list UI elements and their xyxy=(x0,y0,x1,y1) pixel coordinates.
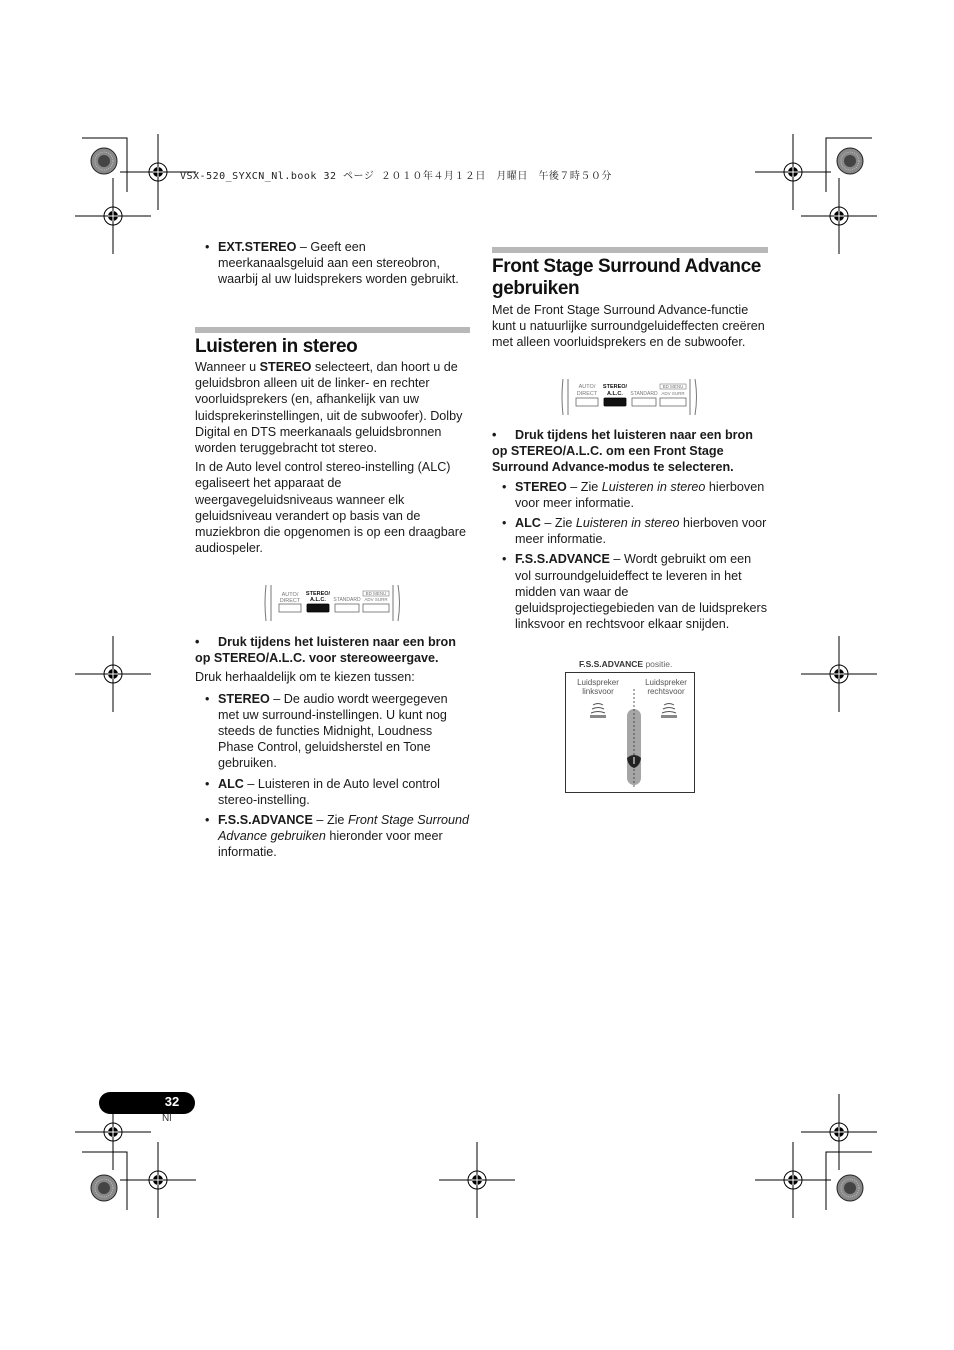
fss-alc-option: • ALC – Zie Luisteren in stereo hierboven voor meer informatie. xyxy=(502,516,767,547)
auto-direct-button xyxy=(279,604,301,612)
fss-option: • F.S.S.ADVANCE – Zie Front Stage Surround Advance gebruiken hieronder voor meer informatie. xyxy=(205,813,470,860)
ext-stereo-item: • EXT.STEREO – Geeft een meerkanaalsgeluid aan een stereobron, waarbij al uw luidsprekers worden gebruikt. xyxy=(205,240,459,287)
panel-stereo-label: STEREO/ xyxy=(602,384,628,390)
step-stereo: • Druk tijdens het luisteren naar een bron op STEREO/A.L.C. voor stereoweergave. xyxy=(195,635,456,666)
panel-auto-label: AUTO/ xyxy=(281,592,299,598)
fss-alc-term: ALC xyxy=(515,516,541,531)
para1-pre: Wanneer u xyxy=(195,360,260,374)
alc-paragraph: In de Auto level control stereo-instelling (ALC) egaliseert het apparaat de weergavegeluidsniveaus wanneer elk geluidsniveau verandert op basis van de muziekbron die opgenomen is op een draagbare audiospeler. xyxy=(195,460,466,556)
heading-front-stage-surround: Front Stage Surround Advance gebruiken xyxy=(492,256,761,299)
right-speaker-label-2: rechtsvoor xyxy=(647,687,685,696)
fss-advance-term: F.S.S.ADVANCE xyxy=(515,552,610,567)
fss-diagram-svg xyxy=(566,673,696,794)
panel-auto-label: AUTO/ xyxy=(578,384,596,390)
fss-position-diagram xyxy=(565,672,695,793)
print-header: VSX-520_SYXCN_Nl.book 32 ページ ２０１０年４月１２日 月曜日 午後７時５０分 xyxy=(180,171,612,182)
section-bar-right xyxy=(492,247,768,253)
fss-alc-pre: – Zie xyxy=(540,516,576,531)
panel-standard-label: STANDARD xyxy=(630,391,658,397)
right-intro xyxy=(492,302,768,354)
para1-term: STEREO xyxy=(259,360,312,374)
front-panel-illustration-left xyxy=(262,583,404,628)
fss-option-pre: – Zie xyxy=(312,813,348,828)
ext-stereo-text: – Geeft een meerkanaalsgeluid aan een stereobron, waarbij al uw luidsprekers worden gebruikt. xyxy=(218,240,459,287)
section-bar-left xyxy=(195,327,470,333)
panel-adv-surr-label: ADV SURR xyxy=(364,597,388,602)
fss-option-term: F.S.S.ADVANCE xyxy=(218,813,313,828)
stereo-option-term: STEREO xyxy=(218,691,270,706)
alc-option-term: ALC xyxy=(218,776,244,791)
fss-stereo-link: Luisteren in stereo xyxy=(601,479,706,494)
stereo-option: • STEREO – De audio wordt weergegeven met uw surround-instellingen. U kunt nog steeds de functies Midnight, Loudness Phase Control, geluidsherstel en Tone gebruiken. xyxy=(205,691,448,771)
fss-advance-text: – Wordt gebruikt om een vol surroundgeluideffect te leveren in het midden van waar de geluidsprojectiegebieden van de luidsprekers linksvoor en rechtsvoor elkaar snijden. xyxy=(515,552,768,632)
front-panel-illustration-right xyxy=(559,377,701,422)
panel-adv-surr-label: ADV SURR xyxy=(661,391,685,396)
right-speaker-label-1: Luidspreker xyxy=(645,678,687,687)
fss-stereo-option: • STEREO – Zie Luisteren in stereo hierboven voor meer informatie. xyxy=(502,479,765,510)
fss-caption-term: F.S.S.ADVANCE xyxy=(579,659,644,669)
panel-direct-label: DIRECT xyxy=(576,391,598,397)
fss-figure-caption xyxy=(579,659,672,669)
left-speaker-label-2: linksvoor xyxy=(582,687,614,696)
panel-bd-menu-label: BD MENU xyxy=(662,384,684,389)
left-body xyxy=(195,359,471,559)
fss-stereo-post: hierboven voor meer informatie. xyxy=(515,479,765,510)
fss-option-post: hieronder voor meer informatie. xyxy=(218,829,443,860)
standard-button xyxy=(335,604,359,612)
panel-standard-label: STANDARD xyxy=(333,597,361,603)
left-steps xyxy=(195,634,471,865)
stereo-alc-button xyxy=(307,604,329,612)
fss-stereo-pre: – Zie xyxy=(566,479,602,494)
right-steps xyxy=(492,427,768,636)
page-number: 32 xyxy=(164,1094,180,1109)
fss-stereo-term: STEREO xyxy=(515,479,567,494)
panel-alc-label: A.L.C. xyxy=(310,597,326,603)
fss-alc-link: Luisteren in stereo xyxy=(575,516,680,531)
panel-bd-menu-label: BD MENU xyxy=(365,591,387,596)
stereo-option-text: – De audio wordt weergegeven met uw surround-instellingen. U kunt nog steeds de functies Midnight, Loudness Phase Control, geluidsherstel en Tone gebruiken. xyxy=(218,691,448,771)
panel-direct-label: DIRECT xyxy=(279,598,301,604)
fss-intro-paragraph: Met de Front Stage Surround Advance-functie kunt u natuurlijke surroundgeluideffecten creëren met alleen voorluidsprekers en de subwoofer. xyxy=(492,303,765,350)
standard-button xyxy=(632,398,656,406)
fss-option-link: Front Stage Surround Advance gebruiken xyxy=(218,813,470,844)
step-fss: • Druk tijdens het luisteren naar een bron op STEREO/A.L.C. om een Front Stage Surround Advance-modus te selecteren. xyxy=(492,428,753,475)
adv-surr-button xyxy=(363,604,389,612)
fss-advance-option: • F.S.S.ADVANCE – Wordt gebruikt om een vol surroundgeluideffect te leveren in het midden van waar de geluidsprojectiegebieden van de luidsprekers linksvoor en rechtsvoor elkaar snijden. xyxy=(502,552,768,632)
front-panel-svg xyxy=(262,583,404,623)
fss-alc-post: hierboven voor meer informatie. xyxy=(515,516,767,547)
left-speaker-icon xyxy=(590,704,606,719)
language-code: Nl xyxy=(162,1113,172,1124)
auto-direct-button xyxy=(576,398,598,406)
panel-alc-label: A.L.C. xyxy=(607,391,623,397)
para1-post: selecteert, dan hoort u de geluidsbron alleen uit de linker- en rechter voorluidsprekers (en, afhankelijk van uw luidsprekerinstellingen, uit de subwoofer). Dolby Digital en DTS meerkanaals geluidsbronnen worden teruggebracht tot stereo. xyxy=(195,360,463,456)
fss-caption-rest: positie. xyxy=(643,659,673,669)
stereo-alc-button xyxy=(604,398,626,406)
step-fss-text: Druk tijdens het luisteren naar een bron op STEREO/A.L.C. om een Front Stage Surround Advance-modus te selecteren. xyxy=(492,428,753,475)
ext-stereo-term: EXT.STEREO xyxy=(218,240,297,254)
step-sub: Druk herhaaldelijk om te kiezen tussen: xyxy=(195,670,415,685)
left-speaker-label-1: Luidspreker xyxy=(577,678,619,687)
front-panel-svg-right xyxy=(559,377,701,417)
alc-option: • ALC – Luisteren in de Auto level control stereo-instelling. xyxy=(205,776,440,807)
right-speaker-icon xyxy=(661,704,677,719)
adv-surr-button xyxy=(660,398,686,406)
alc-option-text: – Luisteren in de Auto level control stereo-instelling. xyxy=(218,776,440,807)
step-stereo-text: Druk tijdens het luisteren naar een bron op STEREO/A.L.C. voor stereoweergave. xyxy=(195,635,456,666)
left-column xyxy=(195,239,471,292)
heading-luisteren-in-stereo: Luisteren in stereo xyxy=(195,336,358,357)
stereo-paragraph xyxy=(195,359,471,456)
panel-stereo-label: STEREO/ xyxy=(305,591,331,597)
